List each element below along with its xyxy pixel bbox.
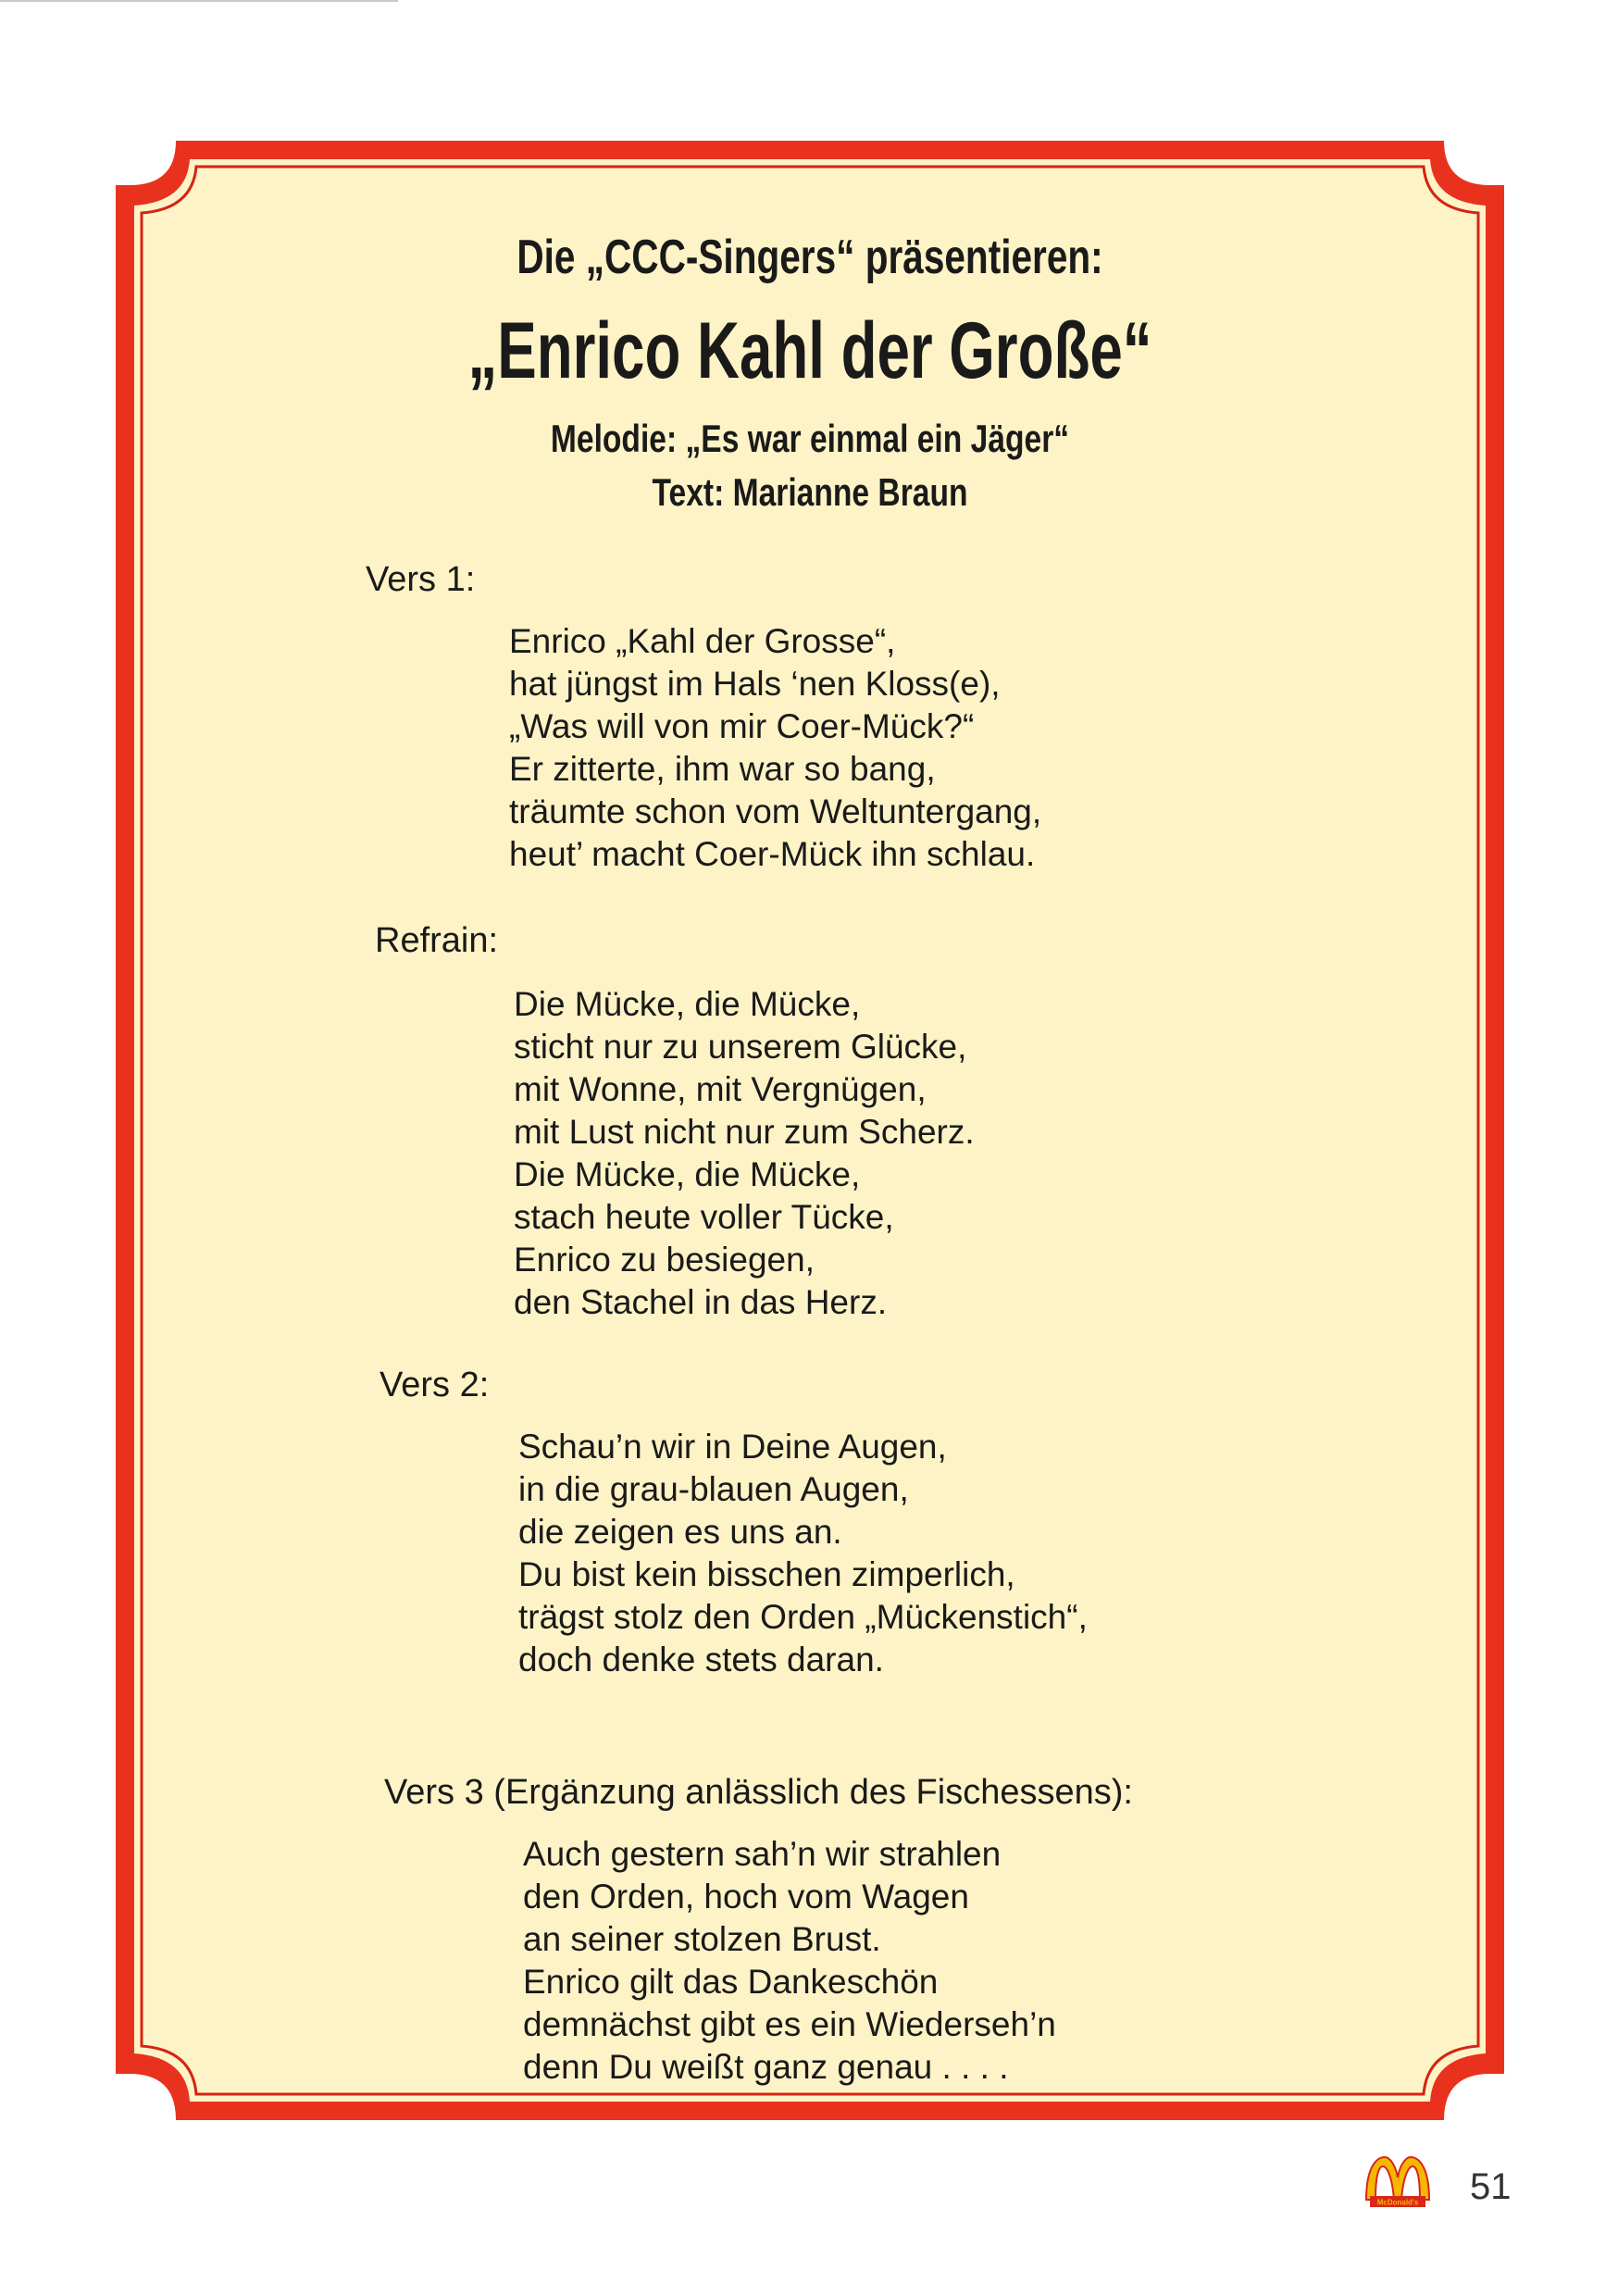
refrain-label: Refrain: xyxy=(375,921,499,960)
verse-2-text xyxy=(518,1426,1088,1681)
verse-line: Die Mücke, die Mücke, xyxy=(514,1155,861,1193)
verse-line: Die Mücke, die Mücke, xyxy=(514,985,861,1023)
verse-line: denn Du weißt ganz genau . . . . xyxy=(523,2048,1009,2086)
verse-line: Schau’n wir in Deine Augen, xyxy=(518,1428,947,1466)
verse-line: an seiner stolzen Brust. xyxy=(523,1920,881,1958)
verse-line: Enrico gilt das Dankeschön xyxy=(523,1963,939,2001)
verse-line: Enrico „Kahl der Grosse“, xyxy=(509,622,896,660)
song-title: „Enrico Kahl der Große“ xyxy=(467,306,1152,395)
logo-text: McDonald's xyxy=(1376,2198,1419,2207)
page-number: 51 xyxy=(1470,2166,1512,2207)
mcdonalds-arches-logo-icon xyxy=(1363,2153,1433,2213)
verse-line: sticht nur zu unserem Glücke, xyxy=(514,1028,967,1066)
verse-line: hat jüngst im Hals ‘nen Kloss(e), xyxy=(509,665,1001,703)
verse-line: demnächst gibt es ein Wiederseh’n xyxy=(523,2005,1056,2043)
verse-line: in die grau-blauen Augen, xyxy=(518,1470,909,1508)
verse-2-label: Vers 2: xyxy=(380,1366,490,1404)
verse-3-label: Vers 3 (Ergänzung anlässlich des Fischessens): xyxy=(384,1773,1133,1812)
song-sheet xyxy=(139,185,1481,2111)
presents-heading: Die „CCC-Singers“ präsentieren: xyxy=(517,231,1103,284)
verse-line: stach heute voller Tücke, xyxy=(514,1198,894,1236)
verse-line: mit Lust nicht nur zum Scherz. xyxy=(514,1113,975,1151)
verse-line: doch denke stets daran. xyxy=(518,1641,884,1678)
verse-line: mit Wonne, mit Vergnügen, xyxy=(514,1070,927,1108)
melody-credit: Melodie: „Es war einmal ein Jäger“ xyxy=(550,417,1070,460)
verse-line: Auch gestern sah’n wir strahlen xyxy=(523,1835,1002,1873)
verse-1-label: Vers 1: xyxy=(366,560,476,599)
verse-line: „Was will von mir Coer-Mück?“ xyxy=(509,707,975,745)
verse-line: heut’ macht Coer-Mück ihn schlau. xyxy=(509,835,1036,873)
lyrics-credit: Text: Marianne Braun xyxy=(652,470,968,514)
verse-line: die zeigen es uns an. xyxy=(518,1513,842,1551)
verse-line: den Stachel in das Herz. xyxy=(514,1283,888,1321)
verse-line: Enrico zu besiegen, xyxy=(514,1241,815,1279)
verse-line: träumte schon vom Weltuntergang, xyxy=(509,792,1042,830)
refrain-text xyxy=(514,983,975,1324)
verse-line: Er zitterte, ihm war so bang, xyxy=(509,750,936,788)
verse-1-text xyxy=(509,620,1041,876)
verse-line: den Orden, hoch vom Wagen xyxy=(523,1878,969,1915)
verse-3-text xyxy=(523,1833,1056,2089)
verse-line: Du bist kein bisschen zimperlich, xyxy=(518,1555,1015,1593)
verse-line: trägst stolz den Orden „Mückenstich“, xyxy=(518,1598,1088,1636)
